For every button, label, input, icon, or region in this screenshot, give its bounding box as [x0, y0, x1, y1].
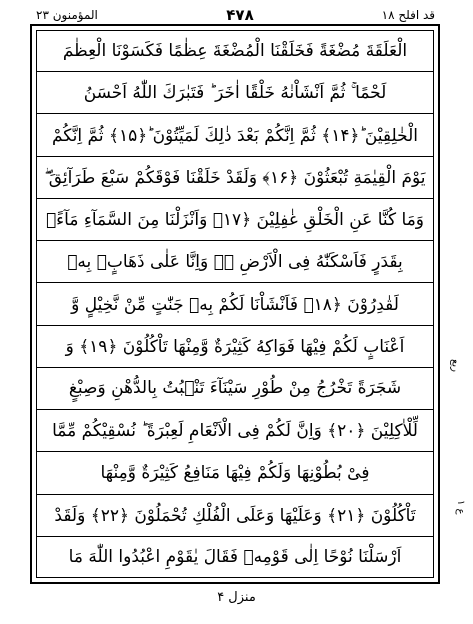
- juz-header: المؤمنون ۲۳: [36, 8, 98, 22]
- verse-text: شَجَرَةً تَخْرُجُ مِنْ طُوْرِ سَیْنَآءَ تَنْۢبُتُ بِالدُّهْنِ وَصِبْغٍ: [68, 378, 402, 399]
- verse-text: لَحْمًا ۚ ثُمَّ اَنْشَاْنٰهُ خَلْقًا اٰخَرَ ؕ فَتَبٰرَكَ اللّٰهُ اَحْسَنُ: [83, 82, 387, 103]
- verse-text: تَاْكُلُوْنَ ﴿۲۱﴾ وَعَلَیْهَا وَعَلَی الْفُلْكِ تُحْمَلُوْنَ ﴿۲۲﴾ وَلَقَدْ: [54, 505, 416, 526]
- text-line: [36, 114, 434, 156]
- text-line: [36, 368, 434, 410]
- text-line: [36, 495, 434, 537]
- verse-text: لَقٰدِرُوْنَ ﴿۱۸﴾ فَاَنْشَاْنَا لَكُمْ بِهٖ جَنّٰتٍ مِّنْ نَّخِیْلٍ وَّ: [71, 294, 399, 315]
- surah-header: قد افلح ۱۸: [381, 8, 435, 22]
- margin-ruku-mark: ع ۱: [455, 500, 466, 515]
- page-number: ۴۷۸: [226, 6, 254, 24]
- text-line: [36, 283, 434, 325]
- text-line: [36, 157, 434, 199]
- text-line: [36, 326, 434, 368]
- text-line: [36, 72, 434, 114]
- verse-text: وَمَا كُنَّا عَنِ الْخَلْقِ غٰفِلِیْنَ ﴿۱۷﴾ وَاَنْزَلْنَا مِنَ السَّمَآءِ مَآءًۢ: [45, 210, 425, 231]
- verse-text: فِیْ بُطُوْنِهَا وَلَكُمْ فِیْهَا مَنَافِعُ كَثِیْرَةٌ وَّمِنْهَا: [100, 462, 370, 483]
- verse-text: اَرْسَلْنَا نُوْحًا اِلٰی قَوْمِهٖ فَقَالَ یٰقَوْمِ اعْبُدُوا اللّٰهَ مَا: [68, 547, 402, 568]
- text-line: [36, 452, 434, 494]
- margin-ruku-note: ربع: [449, 358, 461, 372]
- verse-text: لِّلْاٰكِلِیْنَ ﴿۲۰﴾ وَاِنَّ لَكُمْ فِی الْاَنْعَامِ لَعِبْرَةً ؕ نُسْقِیْكُمْ مِّمَّا: [52, 421, 418, 442]
- text-block: [36, 30, 434, 578]
- text-line: [36, 241, 434, 283]
- verse-text: الْخٰلِقِیْنَ ؕ﴿۱۴﴾ ثُمَّ اِنَّكُمْ بَعْدَ ذٰلِكَ لَمَیِّتُوْنَ ؕ﴿۱۵﴾ ثُمَّ اِنَّكُمْ: [51, 125, 419, 146]
- verse-text: بِقَدَرٍ فَاَسْكَنّٰهُ فِی الْاَرْضِ ۖۗ وَاِنَّا عَلٰی ذَهَابٍۭ بِهٖ: [67, 251, 403, 272]
- text-line: [36, 537, 434, 578]
- text-line: [36, 410, 434, 452]
- verse-text: الْعَلَقَةَ مُضْغَةً فَخَلَقْنَا الْمُضْغَةَ عِظٰمًا فَكَسَوْنَا الْعِظٰمَ: [62, 40, 408, 61]
- verse-text: یَوْمَ الْقِیٰمَةِ تُبْعَثُوْنَ ﴿۱۶﴾ وَلَقَدْ خَلَقْنَا فَوْقَكُمْ سَبْعَ طَرَآئِقَ ۖ: [44, 167, 426, 188]
- verse-text: اَعْنَابٍ لَكُمْ فِیْهَا فَوَاكِهُ كَثِیْرَةٌ وَّمِنْهَا تَاْكُلُوْنَ ﴿۱۹﴾ وَ: [65, 336, 405, 357]
- text-line: [36, 199, 434, 241]
- manzil-footer: منزل ۴: [217, 590, 256, 605]
- text-line: [36, 30, 434, 72]
